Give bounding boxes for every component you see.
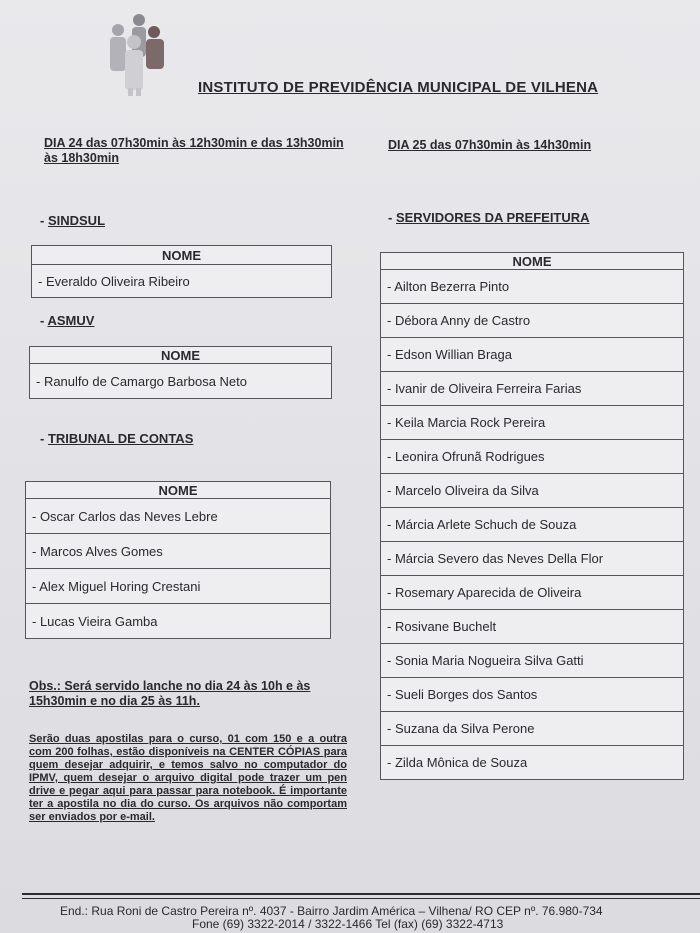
section-label: SINDSUL	[47, 213, 106, 228]
schedule-day24: DIA 24 das 07h30min às 12h30min e das 13h30min às 18h30min	[44, 136, 344, 165]
asmuv-table	[29, 346, 332, 399]
table-row: - Ivanir de Oliveira Ferreira Farias	[381, 372, 684, 406]
section-sindsul	[40, 213, 105, 228]
table-row: - Suzana da Silva Perone	[381, 712, 684, 746]
table-row: - Sueli Borges dos Santos	[381, 678, 684, 712]
section-label: SERVIDORES DA PREFEITURA	[395, 210, 590, 225]
section-prefix: -	[40, 213, 48, 228]
table-row: - Everaldo Oliveira Ribeiro	[32, 265, 332, 298]
table-header: NOME	[26, 482, 331, 499]
table-row: - Sonia Maria Nogueira Silva Gatti	[381, 644, 684, 678]
table-row: - Oscar Carlos das Neves Lebre	[26, 499, 331, 534]
section-label: TRIBUNAL DE CONTAS	[47, 431, 194, 446]
section-prefeitura	[388, 210, 590, 225]
table-row: - Leonira Ofrunã Rodrigues	[381, 440, 684, 474]
section-prefix: -	[40, 431, 48, 446]
table-row: - Edson Willian Braga	[381, 338, 684, 372]
table-row: - Ailton Bezerra Pinto	[381, 270, 684, 304]
footer-divider	[22, 893, 700, 895]
table-row: - Keila Marcia Rock Pereira	[381, 406, 684, 440]
sindsul-table	[31, 245, 332, 298]
table-row: - Alex Miguel Horing Crestani	[26, 569, 331, 604]
table-row: - Débora Anny de Castro	[381, 304, 684, 338]
table-row: - Márcia Severo das Neves Della Flor	[381, 542, 684, 576]
footer-address-line: End.: Rua Roni de Castro Pereira nº. 4037 - Bairro Jardim América – Vilhena/ RO CEP nº. 76.980-734	[60, 904, 603, 918]
obs-note: Obs.: Será servido lanche no dia 24 às 10h e às 15h30min e no dia 25 às 11h.	[29, 679, 311, 708]
table-row: - Marcelo Oliveira da Silva	[381, 474, 684, 508]
section-asmuv	[40, 313, 94, 328]
section-tribunal	[40, 431, 193, 446]
section-label: ASMUV	[47, 313, 95, 328]
table-header: NOME	[32, 246, 332, 265]
footer-divider-thin	[22, 898, 700, 899]
schedule-day25: DIA 25 das 07h30min às 14h30min	[388, 138, 592, 152]
footer-address	[60, 905, 680, 931]
table-row: - Rosemary Aparecida de Oliveira	[381, 576, 684, 610]
section-prefix: -	[388, 210, 396, 225]
apostila-note: Serão duas apostilas para o curso, 01 com 150 e a outra com 200 folhas, estão disponíveis na CENTER CÓPIAS para quem desejar adquirir, e temos salvo no computador do IPMV, quem desejar o arquivo digital pode trazer um pen drive e pegar aqui para passar para notebook. É importante ter a apostila no dia do curso. Os arquivos não comportam ser enviados por e-mail.	[29, 733, 347, 823]
table-header: NOME	[30, 347, 332, 364]
section-prefix: -	[40, 313, 48, 328]
table-row: - Zilda Mônica de Souza	[381, 746, 684, 780]
table-row: - Márcia Arlete Schuch de Souza	[381, 508, 684, 542]
footer-phone-line: Fone (69) 3322-2014 / 3322-1466 Tel (fax) (69) 3322-4713	[192, 917, 504, 931]
prefeitura-table	[380, 252, 684, 780]
people-group-logo-icon	[106, 12, 170, 96]
table-row: - Ranulfo de Camargo Barbosa Neto	[30, 364, 332, 399]
page-title: INSTITUTO DE PREVIDÊNCIA MUNICIPAL DE VILHENA	[198, 79, 599, 96]
tribunal-table	[25, 481, 331, 639]
table-row: - Rosivane Buchelt	[381, 610, 684, 644]
table-row: - Marcos Alves Gomes	[26, 534, 331, 569]
table-row: - Lucas Vieira Gamba	[26, 604, 331, 639]
table-header: NOME	[381, 253, 684, 270]
